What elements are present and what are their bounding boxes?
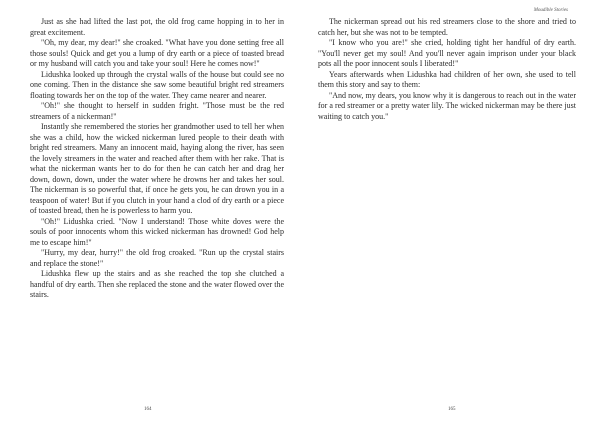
left-page-text [30, 17, 284, 301]
paragraph: "Oh!" Lidushka cried. "Now I understand! Those white doves were the souls of poor innocents whom this wicked nickerman has drowned! God help me to escape him!" [30, 216, 284, 247]
page-number: 164 [144, 407, 152, 412]
paragraph: Lidushka flew up the stairs and as she reached the top she clutched a handful of dry earth. Then she replaced the stone and the water flowed over the stairs. [30, 269, 284, 299]
paragraph: The nickerman spread out his red streamers close to the shore and tried to catch her, but she was not to be tempted. [318, 17, 576, 37]
paragraph: "And now, my dears, you know why it is dangerous to reach out in the water for a red streamer or a pretty water lily. The wicked nickerman may be there just waiting to catch you." [318, 90, 576, 121]
paragraph: "Oh!" she thought to herself in sudden fright. "Those must be the red streamers of a nickerman!" [30, 101, 284, 121]
paragraph: Years afterwards when Lidushka had children of her own, she used to tell them this story and say to them: [318, 69, 576, 89]
page-number: 165 [448, 407, 456, 412]
paragraph: Just as she had lifted the last pot, the old frog came hopping in to her in great excitement. [30, 17, 284, 37]
paragraph: "I know who you are!" she cried, holding tight her handful of dry earth. "You'll never get my soul! And you'll never again imprison under your black pots all the poor innocent souls I liberated!" [318, 38, 576, 68]
right-page-text [318, 17, 576, 122]
paragraph: Lidushka looked up through the crystal walls of the house but could see no one coming. Then in the distance she saw some beautiful bright red streamers floating towards her on the top of the water. They came nearer and nearer. [30, 69, 284, 100]
paragraph: "Oh, my dear, my dear!" she croaked. "What have you done setting free all those souls! Quick and get you a lump of dry earth or a piece of toasted bread or my husband will catch you and take your soul! Here he comes now!" [30, 38, 284, 68]
right-page [300, 0, 600, 424]
running-header: Moudible Stories [533, 8, 568, 13]
paragraph: Instantly she remembered the stories her grandmother used to tell her when she was a child, how the wicked nickerman lured people to their death with bright red streamers. Many an innocent maid, haying along the river, has seen the lovely streamers in the water and reached after them with her rake. That is what the nickerman wants her to do for then he can catch her and drag her down, down, down, under the water where he drowns her and takes her soul. The nickerman is so powerful that, if once he gets you, he can drown you in a teaspoon of water! But if you clutch in your hand a clod of dry earth or a piece of toasted bread, then he is powerless to harm you. [30, 122, 284, 215]
paragraph: "Hurry, my dear, hurry!" the old frog croaked. "Run up the crystal stairs and replace the stone!" [30, 248, 284, 268]
